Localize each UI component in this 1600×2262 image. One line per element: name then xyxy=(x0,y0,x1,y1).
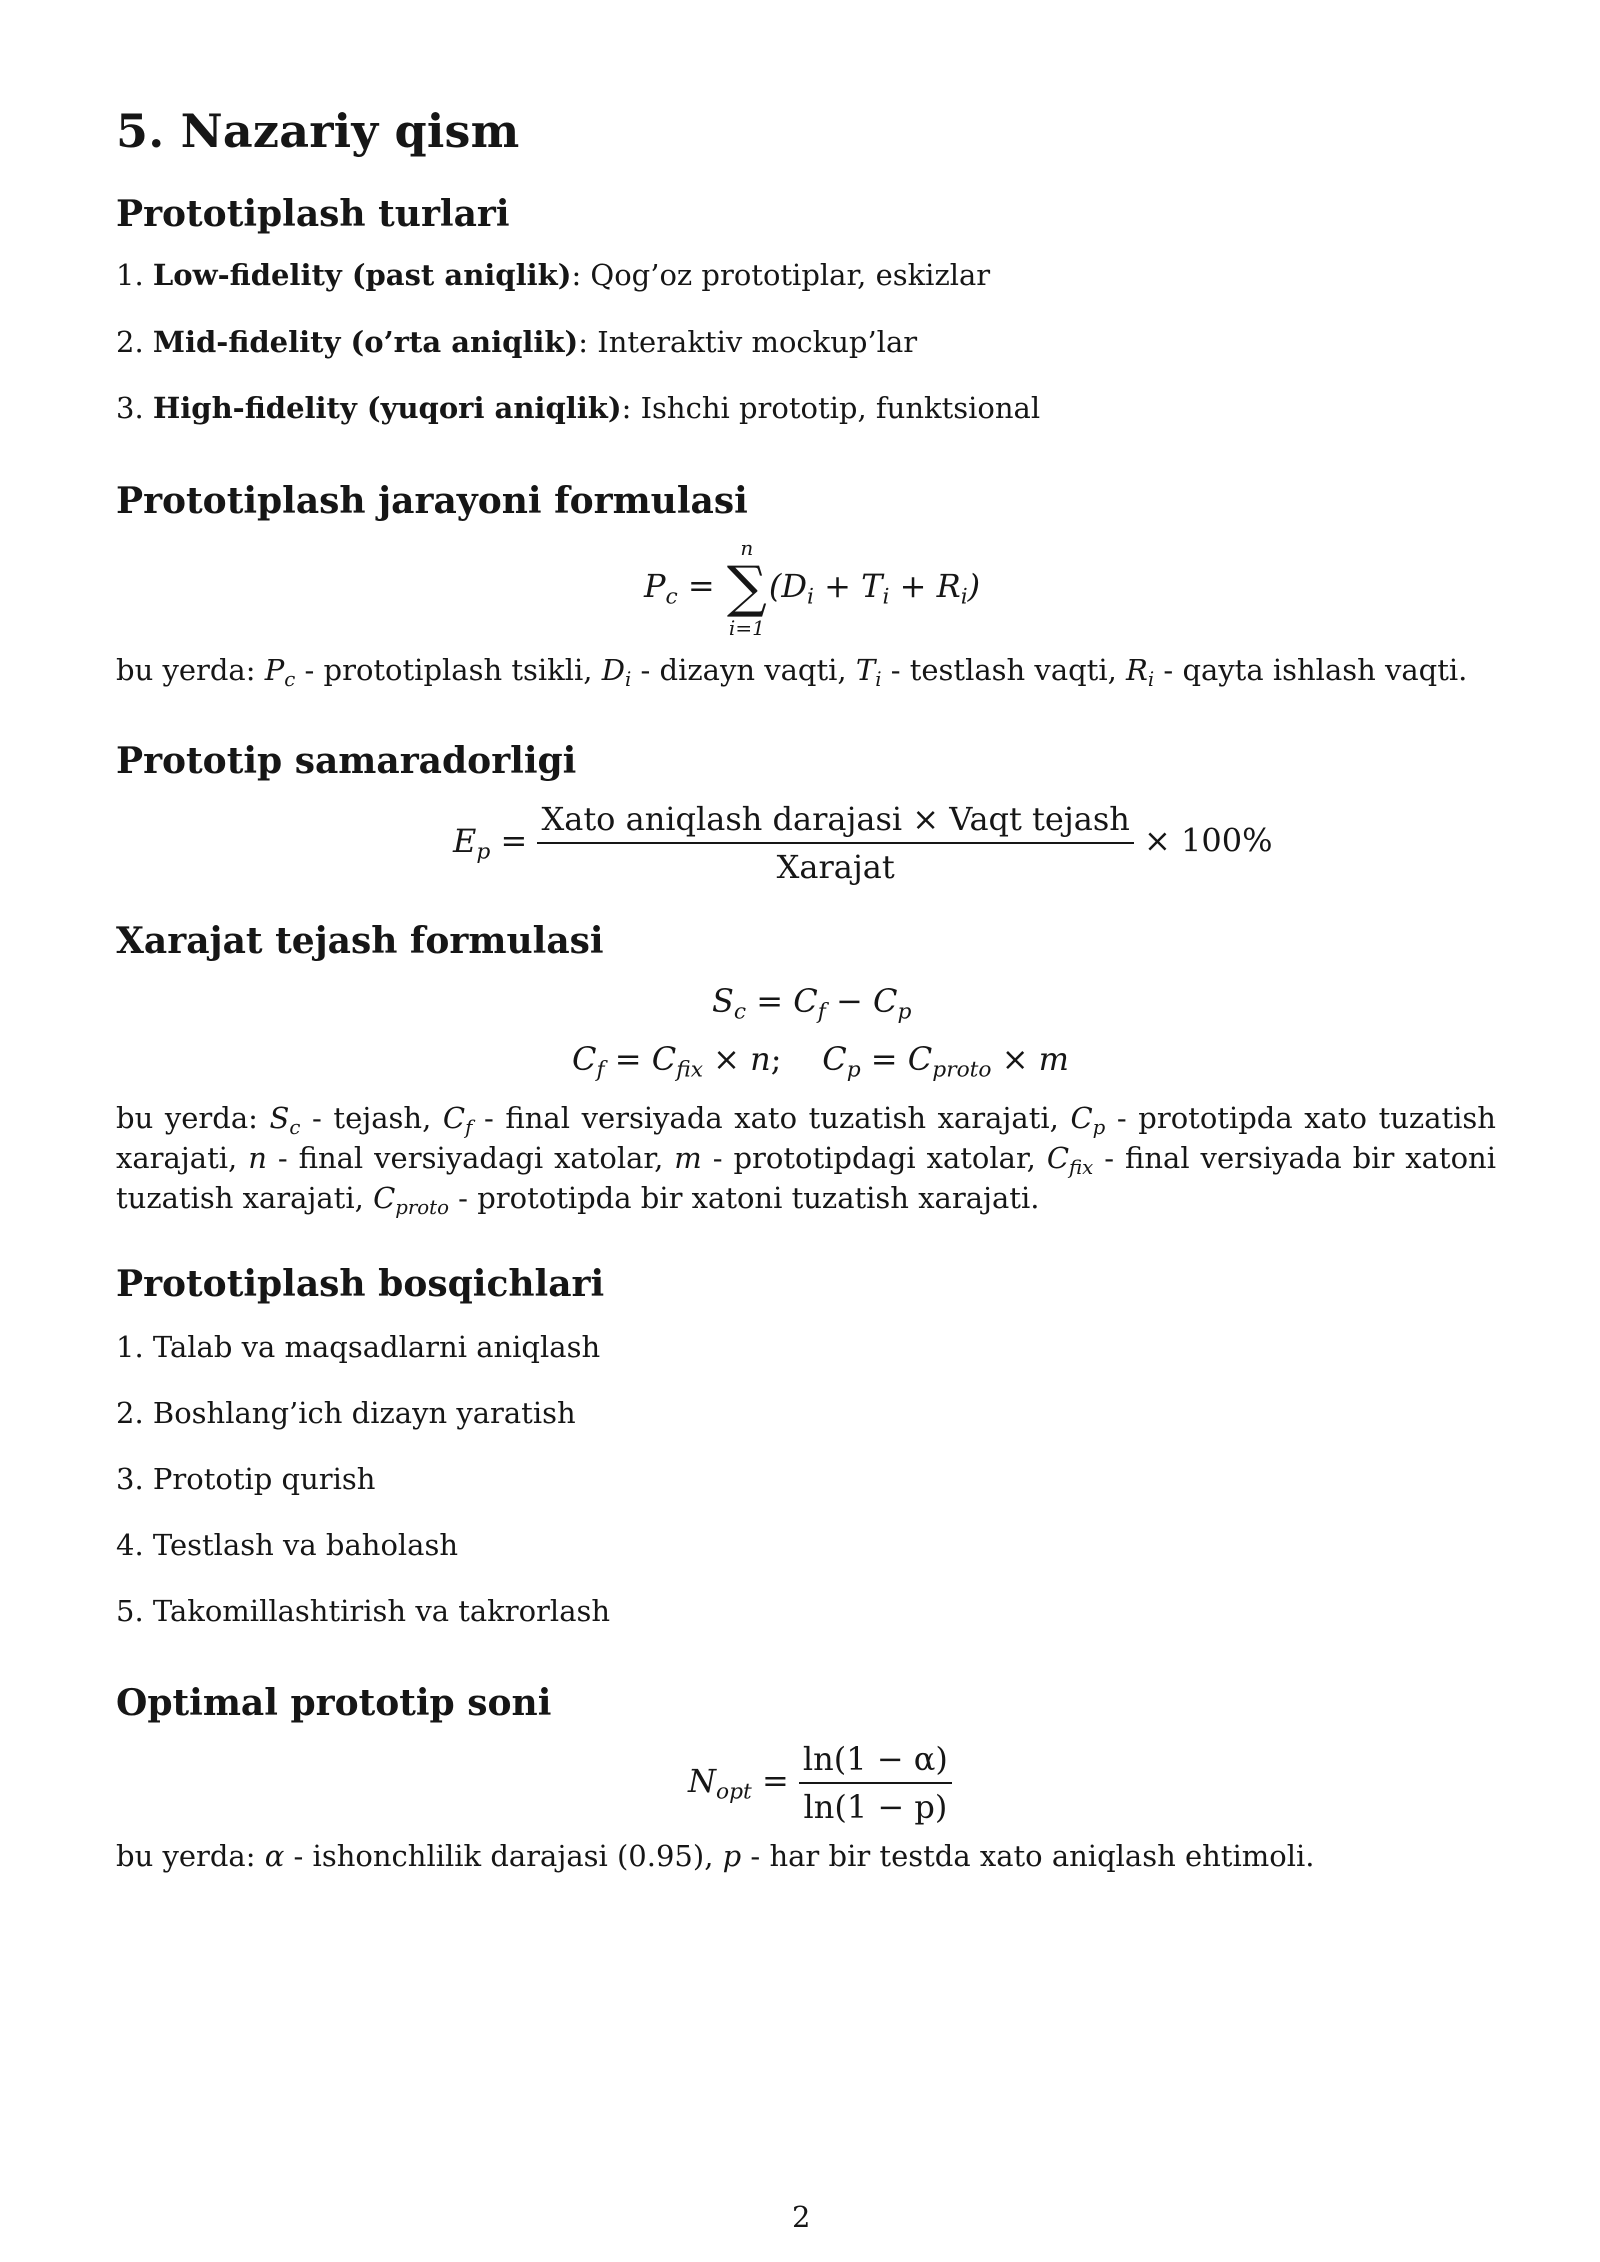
list-item-bold: Low-fidelity (past aniqlik) xyxy=(152,258,572,292)
optimal-fraction: $\frac{\ln(1 - \alpha)}{\ln(1 - p)}$ xyxy=(799,1740,952,1826)
optimal-legend: bu yerda: α - ishonchlilik darajasi (0.95), p - har bir testda xato aniqlash ehtimoli. xyxy=(116,1839,1315,1873)
formula-prototyping-cycle: $P_c$ = n ∑ i=1 $(D_i + T_i + R_i)$ xyxy=(644,536,981,640)
list-item xyxy=(116,258,990,292)
heading-efficiency: Prototip samaradorligi xyxy=(116,740,577,782)
list-item xyxy=(116,391,1040,425)
formula-costs: $C_f = C_{fix} \times n$; $C_p = C_{proto} \times m$ xyxy=(572,1040,1070,1083)
process-legend: bu yerda: $P_c$ - prototiplash tsikli, $D_i$ - dizayn vaqti, $T_i$ - testlash vaqti, $R_i$ - qayta ishlash vaqti. xyxy=(116,653,1468,691)
list-item: 1. Talab va maqsadlarni aniqlash xyxy=(116,1330,601,1364)
list-item xyxy=(116,325,917,359)
heading-optimal: Optimal prototip soni xyxy=(116,1682,552,1724)
list-item: 2. Boshlang’ich dizayn yaratish xyxy=(116,1396,576,1430)
var-P: $P_c$ xyxy=(644,566,678,610)
summation-sign: n ∑ i=1 xyxy=(726,536,767,640)
list-item-text: : Qog’oz prototiplar, eskizlar xyxy=(571,258,991,292)
list-item: 5. Takomillashtirish va takrorlash xyxy=(116,1594,611,1628)
heading-process-formula: Prototiplash jarayoni formulasi xyxy=(116,480,748,522)
heading-prototyping-types: Prototiplash turlari xyxy=(116,193,510,235)
list-number: 1. xyxy=(116,258,144,292)
heading-stages: Prototiplash bosqichlari xyxy=(116,1263,605,1305)
list-item-text: : Ishchi prototip, funktsional xyxy=(621,391,1041,425)
section-title: 5. Nazariy qism xyxy=(116,104,520,158)
page-number: 2 xyxy=(792,2200,811,2234)
list-item: 3. Prototip qurish xyxy=(116,1462,376,1496)
list-number: 2. xyxy=(116,325,144,359)
list-item-bold: Mid-fidelity (o’rta aniqlik) xyxy=(152,325,579,359)
efficiency-fraction: $\frac{\text{Xato aniqlash darajasi × Vaqt tejash}}{\text{Xarajat}}$ xyxy=(537,800,1133,886)
formula-savings: $S_c = C_f - C_p$ xyxy=(712,982,912,1025)
formula-optimal: $N_{opt}$ = $\frac{\ln(1 - \alpha)}{\ln(1 - p)}$ xyxy=(688,1740,952,1826)
list-item: 4. Testlash va baholash xyxy=(116,1528,459,1562)
heading-savings: Xarajat tejash formulasi xyxy=(116,920,604,962)
list-item-bold: High-fidelity (yuqori aniqlik) xyxy=(152,391,622,425)
formula-efficiency: $E_p$ = $\frac{\text{Xato aniqlash darajasi × Vaqt tejash}}{\text{Xarajat}}$ × 100% xyxy=(453,800,1273,886)
list-number: 3. xyxy=(116,391,144,425)
list-item-text: : Interaktiv mockup’lar xyxy=(578,325,918,359)
savings-legend: bu yerda: $S_c$ - tejash, $C_f$ - final versiyada xato tuzatish xarajati, $C_p$ - prototipda xato tuzatish xarajati, n - final versiyadagi xatolar, m - prototipdagi xatolar, $C_{fix}$ - final versiyada bir xatoni tuzatish xarajati, $C_{proto}$ - prototipda bir xatoni tuzatish xarajati. xyxy=(116,1101,1496,1219)
